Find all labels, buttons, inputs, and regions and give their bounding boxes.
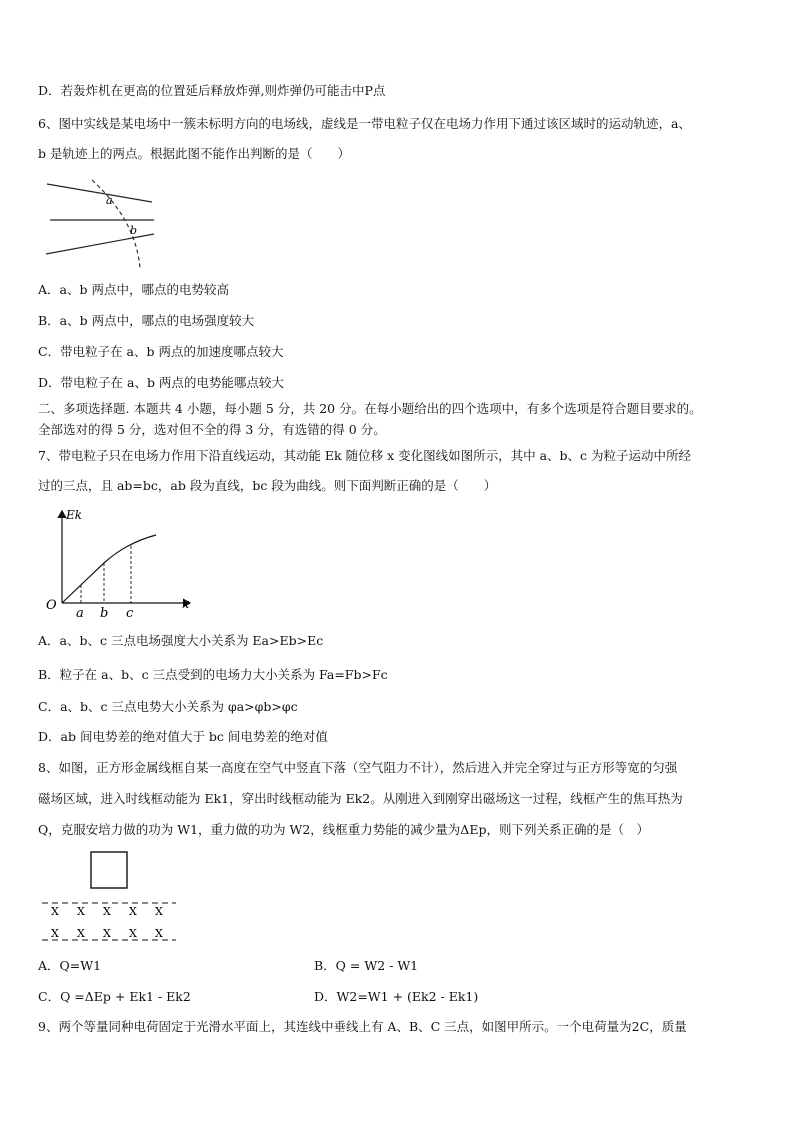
- svg-text:X: X: [103, 905, 111, 918]
- ek-curve: [62, 535, 156, 603]
- q8-option-d: D．W2=W1 + (Ek2 - Ek1): [314, 989, 479, 1004]
- q7-stem-line1: 7、带电粒子只在电场力作用下沿直线运动，其动能 Ek 随位移 x 变化图线如图所示，其中 a、b、c 为粒子运动中所经: [38, 448, 691, 463]
- q6-field-figure: [44, 176, 174, 272]
- q5-option-d: D．若轰炸机在更高的位置延后释放炸弹,则炸弹仍可能击中P点: [38, 83, 386, 98]
- q6-option-a: A．a、b 两点中，哪点的电势较高: [38, 282, 229, 297]
- origin-label: O: [46, 598, 57, 613]
- svg-text:X: X: [155, 927, 163, 940]
- tick-c-label: c: [126, 606, 134, 620]
- q9-stem-line1: 9、两个等量同种电荷固定于光滑水平面上，其连线中垂线上有 A、B、C 三点，如图甲所示。一个电荷量为2C，质量: [38, 1019, 687, 1034]
- q7-option-d: D．ab 间电势差的绝对值大于 bc 间电势差的绝对值: [38, 729, 328, 744]
- svg-text:X: X: [155, 905, 163, 918]
- q8-option-b: B．Q = W2 - W1: [314, 958, 419, 973]
- q7-option-a: A．a、b、c 三点电场强度大小关系为 Ea>Eb>Ec: [38, 633, 324, 648]
- q8-stem-line3: Q，克服安培力做的功为 W1，重力做的功为 W2，线框重力势能的减少量为ΔEp，则下列关系正确的是（ ）: [38, 822, 649, 837]
- q8-stem-line1: 8、如图，正方形金属线框自某一高度在空气中竖直下落（空气阻力不计），然后进入并完全穿过与正方形等宽的匀强: [38, 760, 678, 775]
- q6-option-b: B．a、b 两点中，哪点的电场强度较大: [38, 313, 255, 328]
- svg-text:X: X: [129, 905, 137, 918]
- svg-text:X: X: [103, 927, 111, 940]
- q6-stem-line1: 6、图中实线是某电场中一簇未标明方向的电场线，虚线是一带电粒子仅在电场力作用下通过该区域时的运动轨迹，a、: [38, 116, 691, 131]
- q6-option-d: D．带电粒子在 a、b 两点的电势能哪点较大: [38, 375, 284, 390]
- y-axis-label: Ek: [66, 508, 83, 522]
- field-line-3: [46, 234, 154, 254]
- svg-text:X: X: [129, 927, 137, 940]
- tick-b-label: b: [100, 606, 109, 620]
- q7-ek-x-graph: [44, 505, 194, 620]
- square-wire-frame: [91, 852, 127, 888]
- q8-option-c: C．Q =ΔEp + Ek1 - Ek2: [38, 989, 191, 1004]
- point-b-label: b: [130, 224, 138, 237]
- q7-option-b: B．粒子在 a、b、c 三点受到的电场力大小关系为 Fa=Fb>Fc: [38, 667, 388, 682]
- q8-option-a: A．Q=W1: [38, 958, 102, 973]
- svg-text:X: X: [51, 905, 59, 918]
- tick-a-label: a: [76, 606, 84, 620]
- svg-text:X: X: [77, 905, 85, 918]
- q7-stem-line2: 过的三点，且 ab=bc，ab 段为直线，bc 段为曲线。则下面判断正确的是（ ）: [38, 478, 497, 493]
- q6-stem-line2: b 是轨迹上的两点。根据此图不能作出判断的是（ ）: [38, 146, 350, 161]
- field-x-marks: [51, 905, 163, 940]
- q6-option-c: C．带电粒子在 a、b 两点的加速度哪点较大: [38, 344, 284, 359]
- q8-magnetic-field-figure: [38, 848, 183, 946]
- section2-heading-line2: 全部选对的得 5 分，选对但不全的得 3 分，有选错的得 0 分。: [38, 422, 386, 437]
- q7-option-c: C．a、b、c 三点电势大小关系为 φa>φb>φc: [38, 699, 298, 714]
- svg-text:X: X: [51, 927, 59, 940]
- svg-text:X: X: [77, 927, 85, 940]
- point-a-label: a: [106, 194, 113, 207]
- x-axis-label: x: [182, 597, 190, 612]
- q8-stem-line2: 磁场区域，进入时线框动能为 Ek1，穿出时线框动能为 Ek2。从刚进入到刚穿出磁场这一过程，线框产生的焦耳热为: [38, 791, 683, 806]
- section2-heading-line1: 二、多项选择题. 本题共 4 小题，每小题 5 分，共 20 分。在每小题给出的四个选项中，有多个选项是符合题目要求的。: [38, 401, 702, 416]
